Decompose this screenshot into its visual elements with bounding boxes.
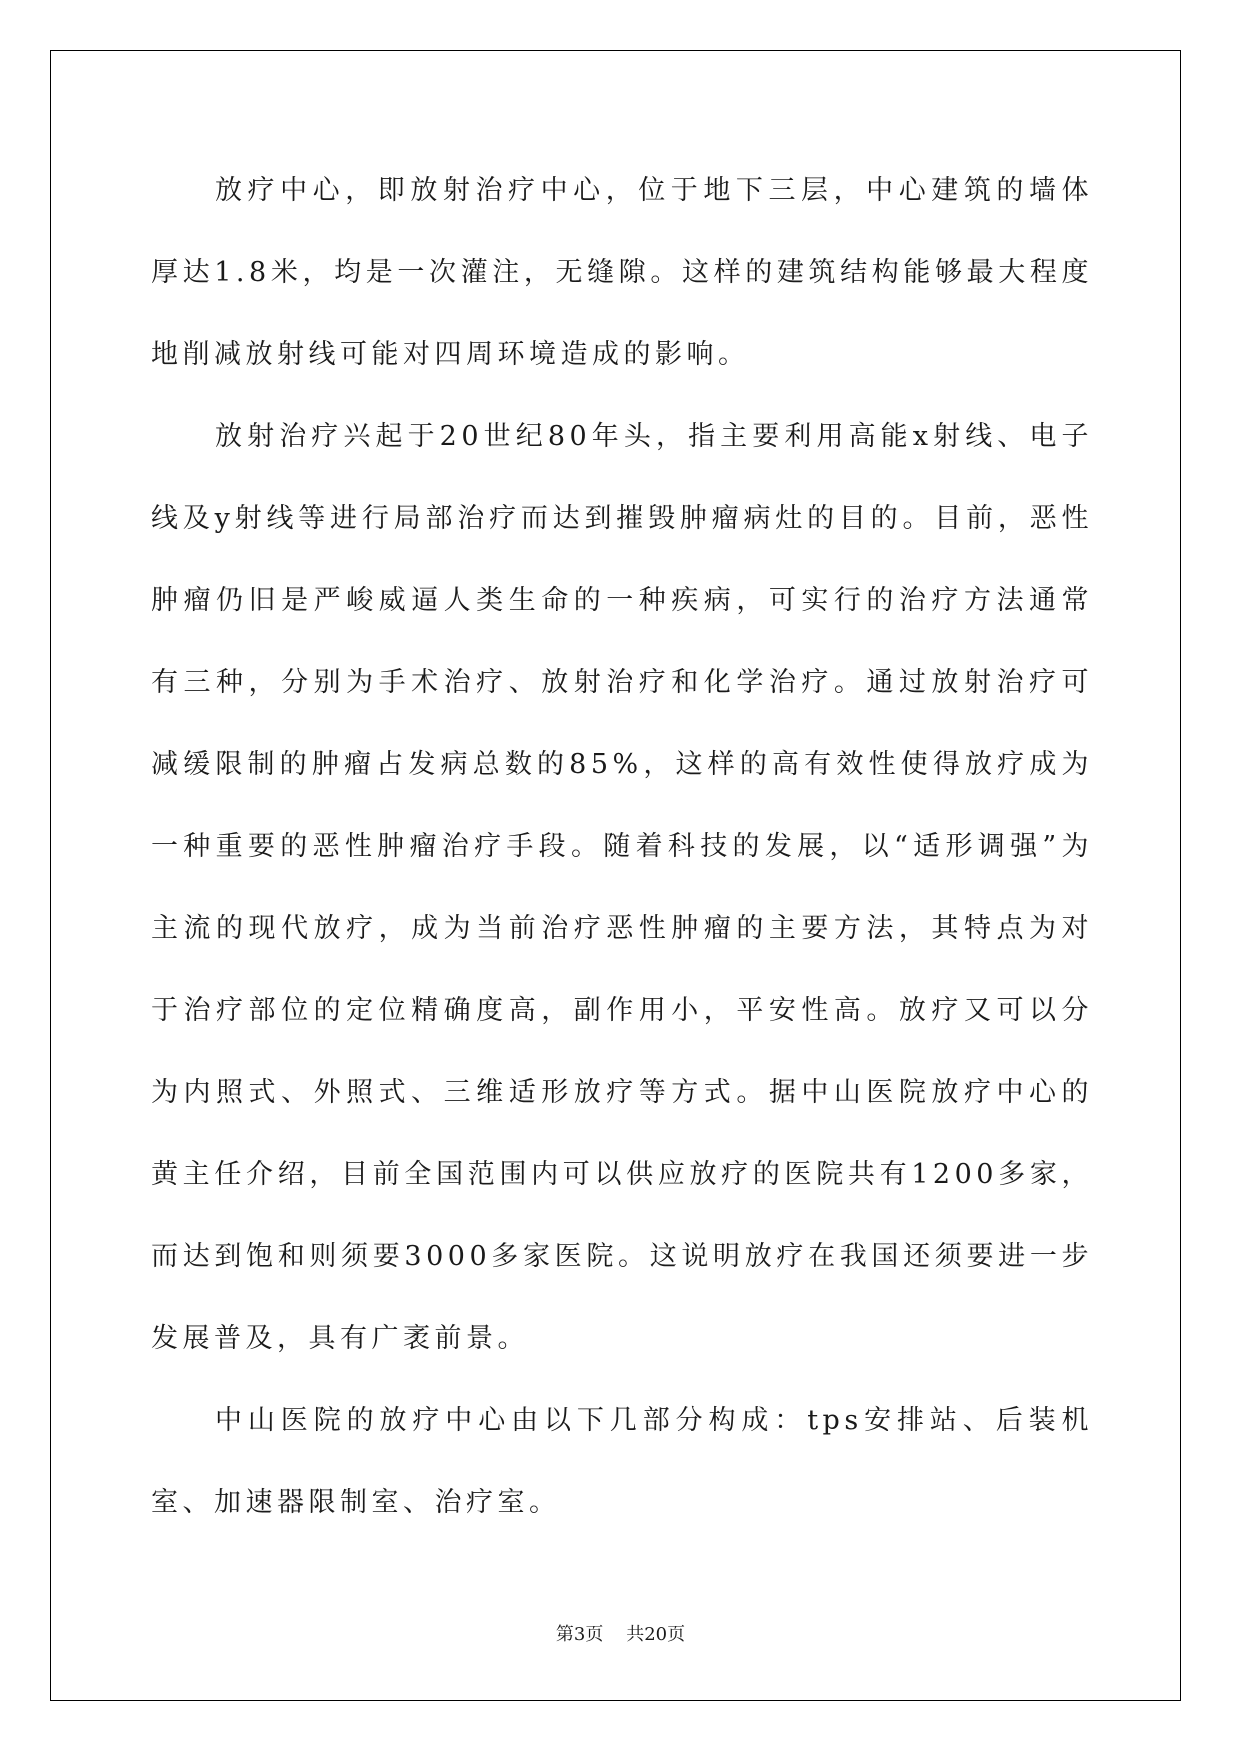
paragraph-radiotherapy-center: 放疗中心，即放射治疗中心，位于地下三层，中心建筑的墙体厚达1.8米，均是一次灌注，无缝隙。这样的建筑结构能够最大程度地削减放射线可能对四周环境造成的影响。 <box>151 175 1093 370</box>
paragraph-radiotherapy-history: 放射治疗兴起于20世纪80年头，指主要利用高能x射线、电子线及y射线等进行局部治疗而达到摧毁肿瘤病灶的目的。目前，恶性肿瘤仍旧是严峻威逼人类生命的一种疾病，可实行的治疗方法通常有三种，分别为手术治疗、放射治疗和化学治疗。通过放射治疗可减缓限制的肿瘤占发病总数的85%，这样的高有效性使得放疗成为一种重要的恶性肿瘤治疗手段。随着科技的发展，以“适形调强”为主流的现代放疗，成为当前治疗恶性肿瘤的主要方法，其特点为对于治疗部位的定位精确度高，副作用小，平安性高。放疗又可以分为内照式、外照式、三维适形放疗等方式。据中山医院放疗中心的黄主任介绍，目前全国范围内可以供应放疗的医院共有1200多家，而达到饱和则须要3000多家医院。这说明放疗在我国还须要进一步发展普及，具有广袤前景。 <box>151 421 1093 1354</box>
document-body <box>151 150 1093 1544</box>
paragraph-center-composition: 中山医院的放疗中心由以下几部分构成：tps安排站、后装机室、加速器限制室、治疗室。 <box>151 1405 1093 1518</box>
page-footer: 第3页 共20页 <box>555 1624 686 1645</box>
